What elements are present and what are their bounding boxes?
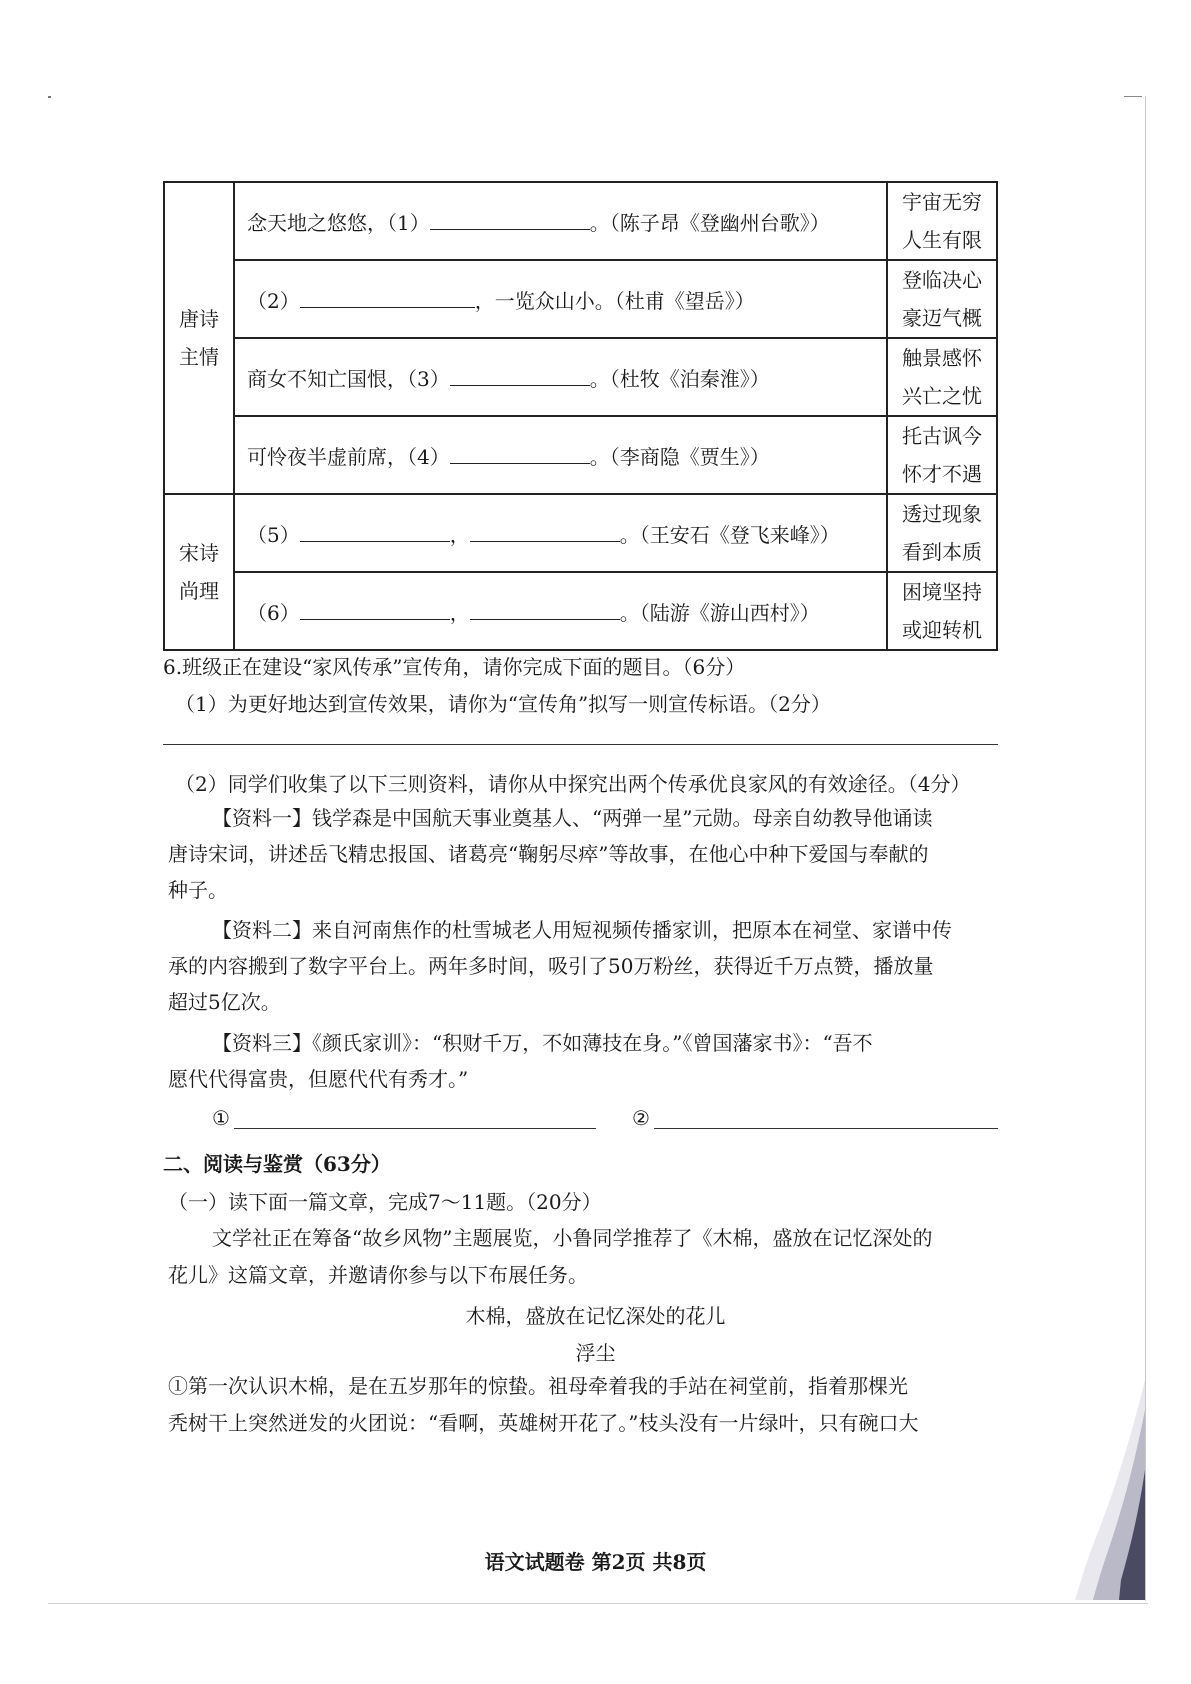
line-comma: ， xyxy=(449,600,470,625)
answer-line-1[interactable] xyxy=(234,1128,596,1129)
section-2-title: 二、阅读与鉴赏（63分） xyxy=(163,1152,391,1176)
material-3-line: 【资料三】《颜氏家训》：“积财千万，不如薄技在身。”《曾国藩家书》：“吾不 xyxy=(212,1031,873,1055)
line-source: ，一览众山小。（杜甫《望岳》） xyxy=(474,288,755,313)
fill-blank[interactable] xyxy=(470,601,620,620)
scan-edge-bottom xyxy=(48,1603,1148,1604)
table-row xyxy=(164,494,997,572)
category-label: 宋诗 xyxy=(179,541,219,565)
material-2-line: 承的内容搬到了数字平台上。两年多时间，吸引了50万粉丝，获得近千万点赞，播放量 xyxy=(168,954,934,978)
theme-cell xyxy=(887,494,997,572)
article-author: 浮尘 xyxy=(575,1341,616,1365)
category-tang xyxy=(164,182,234,494)
fill-blank[interactable] xyxy=(470,523,620,542)
line-comma: ， xyxy=(449,522,470,547)
theme-cell xyxy=(887,416,997,494)
line-text: 可怜夜半虚前席，（4） xyxy=(247,444,450,469)
intro-line: 花儿》这篇文章，并邀请你参与以下布展任务。 xyxy=(168,1263,588,1287)
intro-line: 文学社正在筹备“故乡风物”主题展览，小鲁同学推荐了《木棉，盛放在记忆深处的 xyxy=(212,1226,933,1250)
line-source: 。（陈子昂《登幽州台歌》） xyxy=(589,210,830,235)
material-1-line: 【资料一】钱学森是中国航天事业奠基人、“两弹一星”元勋。母亲自幼教导他诵读 xyxy=(212,806,933,830)
theme-text: 宇宙无穷 xyxy=(902,190,982,214)
line-text: 商女不知亡国恨，（3） xyxy=(247,366,450,391)
theme-text: 触景感怀 xyxy=(902,346,982,370)
line-text: （6） xyxy=(247,600,300,625)
theme-cell xyxy=(887,182,997,260)
poem-line xyxy=(234,416,887,494)
material-2-line: 超过5亿次。 xyxy=(168,990,281,1014)
fill-blank[interactable] xyxy=(450,367,590,386)
theme-text: 或迎转机 xyxy=(902,618,982,642)
theme-text: 透过现象 xyxy=(902,502,982,526)
table-row xyxy=(164,416,997,494)
category-song xyxy=(164,494,234,650)
answer-line-slogan[interactable] xyxy=(163,744,998,745)
scan-edge-right xyxy=(1145,96,1146,1601)
line-source: 。（李商隐《贾生》） xyxy=(589,444,770,469)
poetry-fill-table xyxy=(163,181,998,651)
poem-line xyxy=(234,338,887,416)
part-1-title: （一）读下面一篇文章，完成7～11题。（20分） xyxy=(168,1190,602,1214)
scan-mark xyxy=(48,96,51,98)
article-paragraph-line: ①第一次认识木棉，是在五岁那年的惊蛰。祖母牵着我的手站在祠堂前，指着那棵光 xyxy=(168,1374,908,1398)
question-6-sub1: （1）为更好地达到宣传效果，请你为“宣传角”拟写一则宣传标语。（2分） xyxy=(175,692,831,716)
poem-line xyxy=(234,494,887,572)
table-row xyxy=(164,338,997,416)
theme-cell xyxy=(887,338,997,416)
theme-cell xyxy=(887,572,997,650)
line-text: （2） xyxy=(247,288,300,313)
material-1-line: 种子。 xyxy=(168,878,228,902)
table-row xyxy=(164,260,997,338)
theme-text: 兴亡之忧 xyxy=(902,384,982,408)
theme-text: 人生有限 xyxy=(902,228,982,252)
theme-text: 困境坚持 xyxy=(902,580,982,604)
poem-line xyxy=(234,182,887,260)
table-row xyxy=(164,182,997,260)
fill-blank[interactable] xyxy=(450,445,590,464)
fill-blank[interactable] xyxy=(300,601,450,620)
answer-line-2[interactable] xyxy=(654,1128,998,1129)
line-source: 。（王安石《登飞来峰》） xyxy=(619,522,840,547)
theme-text: 托古讽今 xyxy=(902,424,982,448)
poem-line xyxy=(234,260,887,338)
category-label: 唐诗 xyxy=(179,307,219,331)
question-6-title: 6.班级正在建设“家风传承”宣传角，请你完成下面的题目。（6分） xyxy=(163,655,746,679)
theme-text: 豪迈气概 xyxy=(902,306,982,330)
line-source: 。（杜牧《泊秦淮》） xyxy=(589,366,770,391)
poem-line xyxy=(234,572,887,650)
line-source: 。（陆游《游山西村》） xyxy=(619,600,820,625)
theme-text: 怀才不遇 xyxy=(902,462,982,486)
material-1-line: 唐诗宋词，讲述岳飞精忠报国、诸葛亮“鞠躬尽瘁”等故事，在他心中种下爱国与奉献的 xyxy=(168,842,929,866)
fill-blank[interactable] xyxy=(430,211,590,230)
theme-text: 看到本质 xyxy=(902,540,982,564)
line-text: （5） xyxy=(247,522,300,547)
category-label: 主情 xyxy=(179,345,219,369)
material-3-line: 愿代代得富贵，但愿代代有秀才。” xyxy=(168,1067,469,1091)
line-text: 念天地之悠悠，（1） xyxy=(247,210,430,235)
article-title: 木棉，盛放在记忆深处的花儿 xyxy=(465,1304,726,1328)
scan-mark-right xyxy=(1124,96,1142,97)
answer-2-marker: ② xyxy=(632,1106,650,1130)
answer-1-marker: ① xyxy=(212,1106,230,1130)
category-label: 尚理 xyxy=(179,579,219,603)
theme-cell xyxy=(887,260,997,338)
theme-text: 登临决心 xyxy=(902,268,982,292)
material-2-line: 【资料二】来自河南焦作的杜雪城老人用短视频传播家训，把原本在祠堂、家谱中传 xyxy=(212,918,952,942)
question-6-sub2: （2）同学们收集了以下三则资料，请你从中探究出两个传承优良家风的有效途径。（4分） xyxy=(175,772,971,796)
page-curl-shadow xyxy=(1075,1380,1145,1600)
fill-blank[interactable] xyxy=(300,523,450,542)
article-paragraph-line: 秃树干上突然迸发的火团说：“看啊，英雄树开花了。”枝头没有一片绿叶，只有碗口大 xyxy=(168,1411,919,1435)
table-row xyxy=(164,572,997,650)
page-footer: 语文试题卷 第2页 共8页 xyxy=(484,1550,707,1574)
fill-blank[interactable] xyxy=(300,289,475,308)
